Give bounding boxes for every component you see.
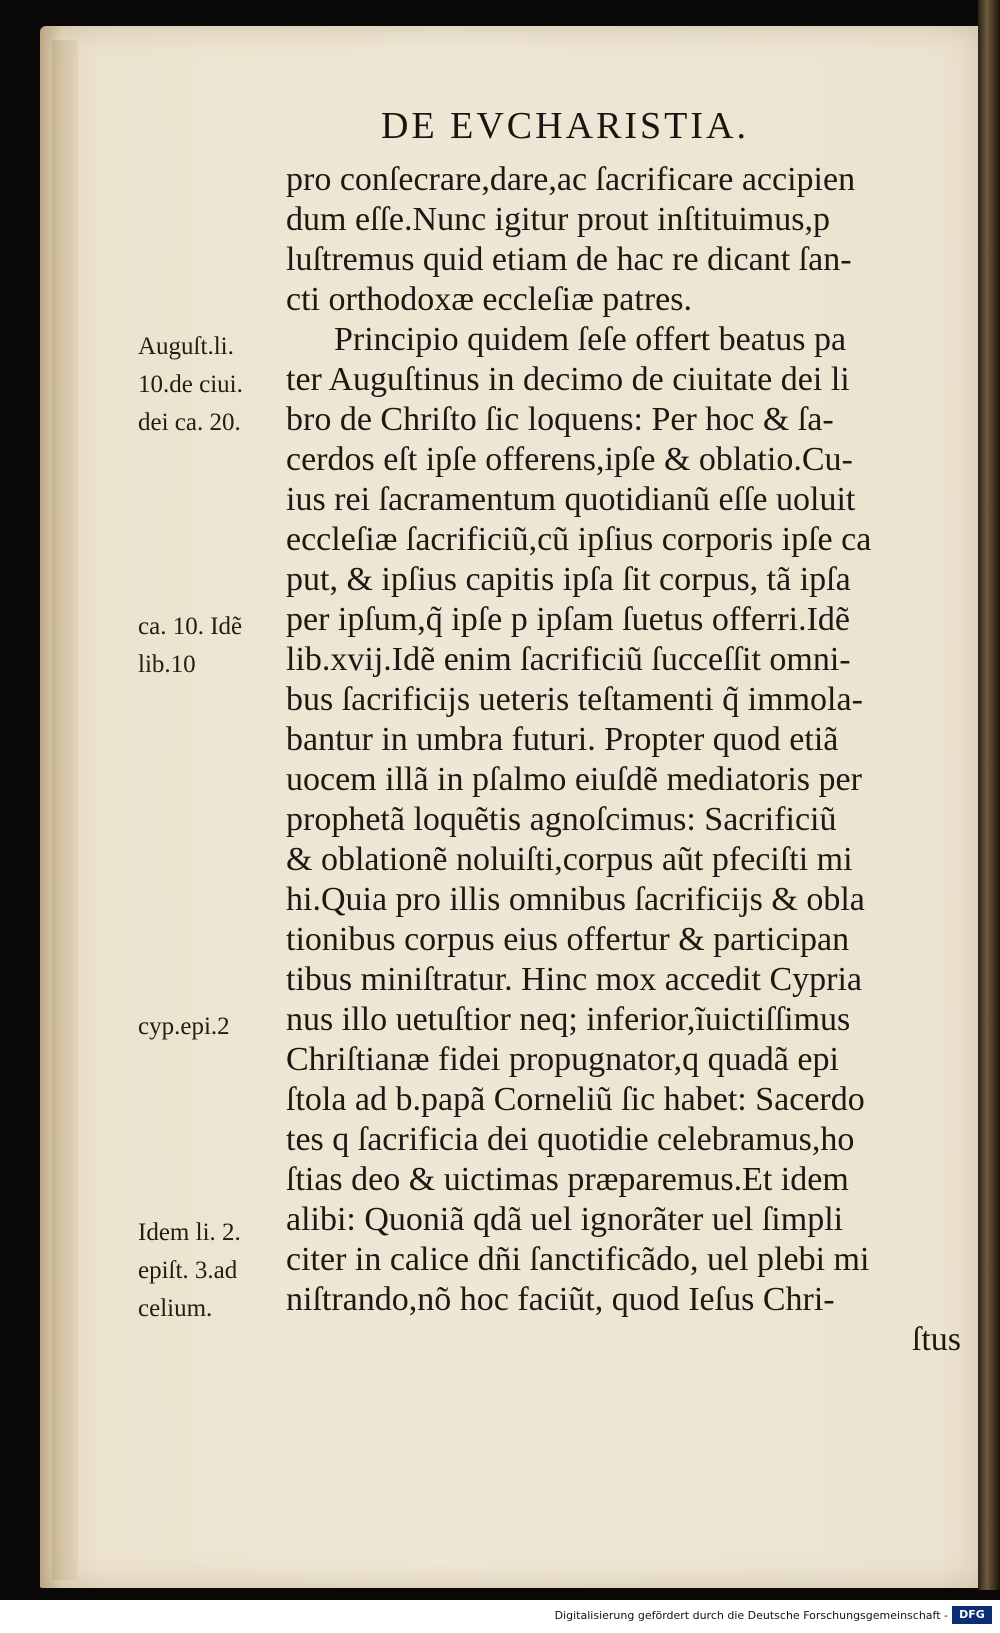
digitization-credit: Digitalisierung gefördert durch die Deutsche Forschungsgemeinschaft - xyxy=(554,1609,948,1622)
margin-note: 10.de ciui. xyxy=(138,371,243,398)
margin-note: dei ca. 20. xyxy=(138,409,241,436)
text-line: luſtremus quid etiam de hac re dicant ſan- xyxy=(286,241,852,278)
margin-note: lib.10 xyxy=(138,651,196,678)
text-line: ſtola ad b.papã Corneliũ ſic habet: Sacerdo xyxy=(286,1081,865,1118)
text-line: nus illo uetuſtior neq; inferior,ĩuictiſſimus xyxy=(286,1001,851,1038)
page-gutter xyxy=(52,40,78,1580)
text-line: Chriſtianæ fidei propugnator,q quadã epi xyxy=(286,1041,839,1078)
text-line: cti orthodoxæ eccleſiæ patres. xyxy=(286,281,692,318)
text-line: citer in calice dñi ſanctificãdo, uel plebi mi xyxy=(286,1241,870,1278)
text-line: ius rei ſacramentum quotidianũ eſſe uoluit xyxy=(286,481,856,518)
text-line: bro de Chriſto ſic loquens: Per hoc & ſa- xyxy=(286,401,834,438)
text-line: lib.xvij.Idẽ enim ſacrificiũ ſucceſſit omni- xyxy=(286,641,851,678)
text-line: ſtias deo & uictimas præparemus.Et idem xyxy=(286,1161,849,1198)
margin-note: Auguſt.li. xyxy=(138,333,234,360)
text-line: eccleſiæ ſacrificiũ,cũ ipſius corporis ipſe ca xyxy=(286,521,872,558)
text-line: tibus miniſtratur. Hinc mox accedit Cypria xyxy=(286,961,862,998)
text-line: hi.Quia pro illis omnibus ſacrificijs & obla xyxy=(286,881,865,918)
margin-note: ca. 10. Idẽ xyxy=(138,613,243,640)
margin-note: epiſt. 3.ad xyxy=(138,1257,238,1284)
text-line: Principio quidem ſeſe offert beatus pa xyxy=(334,321,847,358)
text-line: niſtrando,nõ hoc faciũt, quod Ieſus Chri- xyxy=(286,1281,835,1318)
text-line: per ipſum,q̃ ipſe p ipſam ſuetus offerri.Idẽ xyxy=(286,601,851,638)
text-line: uocem illã in pſalmo eiuſdẽ mediatoris per xyxy=(286,761,862,798)
book-edge xyxy=(978,0,1000,1590)
margin-note: cyp.epi.2 xyxy=(138,1013,230,1040)
text-line: bus ſacrificijs ueteris teſtamenti q̃ immola- xyxy=(286,681,863,718)
text-line: pro conſecrare,dare,ac ſacrificare accipien xyxy=(286,161,856,198)
text-line: bantur in umbra futuri. Propter quod etiã xyxy=(286,721,839,758)
text-line: alibi: Quoniã qdã uel ignorãter uel ſimpli xyxy=(286,1201,844,1238)
text-line: & oblationẽ noluiſti,corpus aũt pfeciſti mi xyxy=(286,841,853,878)
text-line: tes q ſacrificia dei quotidie celebramus,ho xyxy=(286,1121,855,1158)
running-head: DE EVCHARISTIA. xyxy=(381,105,749,147)
text-line: tionibus corpus eius offertur & participan xyxy=(286,921,850,958)
margin-note: celium. xyxy=(138,1295,213,1322)
text-line: ter Auguſtinus in decimo de ciuitate dei li xyxy=(286,361,850,398)
margin-note: Idem li. 2. xyxy=(138,1219,241,1246)
text-line: dum eſſe.Nunc igitur prout inſtituimus,p xyxy=(286,201,830,238)
text-line: prophetã loquẽtis agnoſcimus: Sacrificiũ xyxy=(286,801,837,838)
text-line: cerdos eſt ipſe offerens,ipſe & oblatio.Cu- xyxy=(286,441,853,478)
dfg-logo: DFG xyxy=(952,1606,992,1624)
text-line: put, & ipſius capitis ipſa ſit corpus, tã ipſa xyxy=(286,561,851,598)
catchword: ſtus xyxy=(911,1321,961,1358)
